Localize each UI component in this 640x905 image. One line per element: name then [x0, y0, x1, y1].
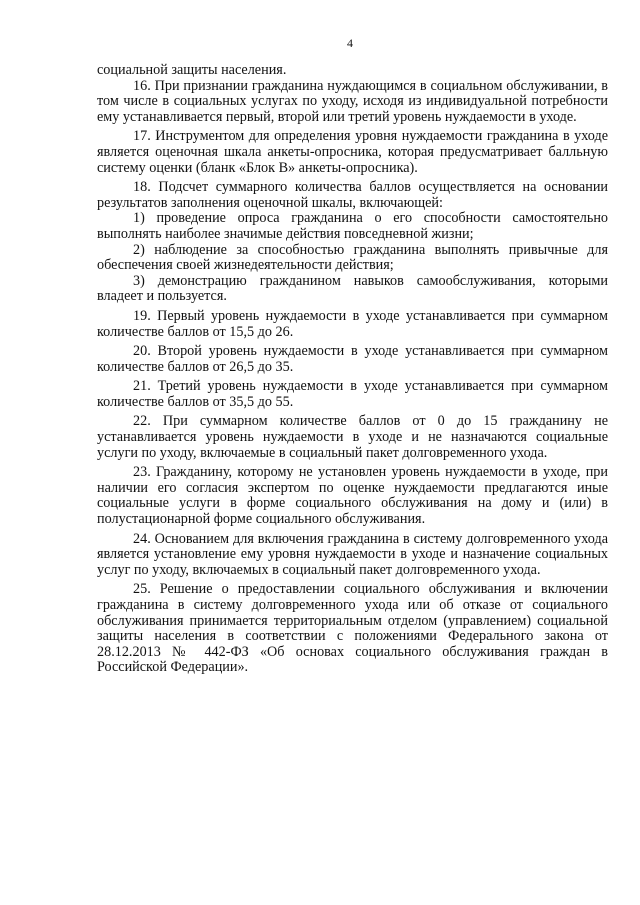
paragraph-17: 17. Инструментом для определения уровня нуждаемости гражданина в уходе является оценочная шкала анкеты-опросника, которая предусматривает балльную систему оценки (бланк «Блок В» анкеты-опросника).	[97, 128, 608, 176]
paragraph-24: 24. Основанием для включения гражданина в систему долговременного ухода является установление ему уровня нуждаемости в уходе и назначение социальных услуг по уходу, включаемых в социальный пакет долговременного ухода.	[97, 530, 608, 578]
paragraph-16: 16. При признании гражданина нуждающимся в социальном обслуживании, в том числе в социальных услугах по уходу, исходя из индивидуальной потребности ему устанавливается первый, второй или третий уровень нуждаемости в уходе.	[97, 77, 608, 125]
list-item-2: 2) наблюдение за способностью гражданина выполнять привычные для обеспечения своей жизнедеятельности действия;	[97, 241, 608, 274]
page-number: 4	[347, 36, 353, 50]
list-item-3: 3) демонстрацию гражданином навыков самообслуживания, которыми владеет и пользуется.	[97, 272, 608, 305]
list-item-1: 1) проведение опроса гражданина о его способности самостоятельно выполнять наиболее значимые действия повседневной жизни;	[97, 210, 608, 242]
paragraph-22: 22. При суммарном количестве баллов от 0 до 15 гражданину не устанавливается уровень нуждаемости в уходе и не назначаются социальные услуги по уходу, включаемые в социальный пакет долговременного ухода.	[97, 413, 608, 461]
document-body	[97, 63, 608, 676]
paragraph-19: 19. Первый уровень нуждаемости в уходе устанавливается при суммарном количестве баллов от 15,5 до 26.	[97, 307, 608, 340]
paragraph-21: 21. Третий уровень нуждаемости в уходе устанавливается при суммарном количестве баллов от 35,5 до 55.	[97, 378, 608, 410]
paragraph-18: 18. Подсчет суммарного количества баллов осуществляется на основании результатов заполнения оценочной шкалы, включающей:	[97, 179, 608, 211]
paragraph-25: 25. Решение о предоставлении социального обслуживания и включении гражданина в систему долговременного ухода или об отказе от социального обслуживания принимается территориальным отделом (управлением) социальной защиты населения в соответствии с положениями Федерального закона от 28.12.2013 № 442-ФЗ «Об основах социального обслуживания граждан в Российской Федерации».	[97, 581, 608, 676]
paragraph-20: 20. Второй уровень нуждаемости в уходе устанавливается при суммарном количестве баллов от 26,5 до 35.	[97, 343, 608, 375]
paragraph-23: 23. Гражданину, которому не установлен уровень нуждаемости в уходе, при наличии его согласия экспертом по оценке нуждаемости предлагаются иные социальные услуги в форме социального обслуживания на дому и (или) в полустационарной форме социального обслуживания.	[97, 464, 608, 528]
paragraph-continuation: социальной защиты населения.	[97, 62, 287, 78]
